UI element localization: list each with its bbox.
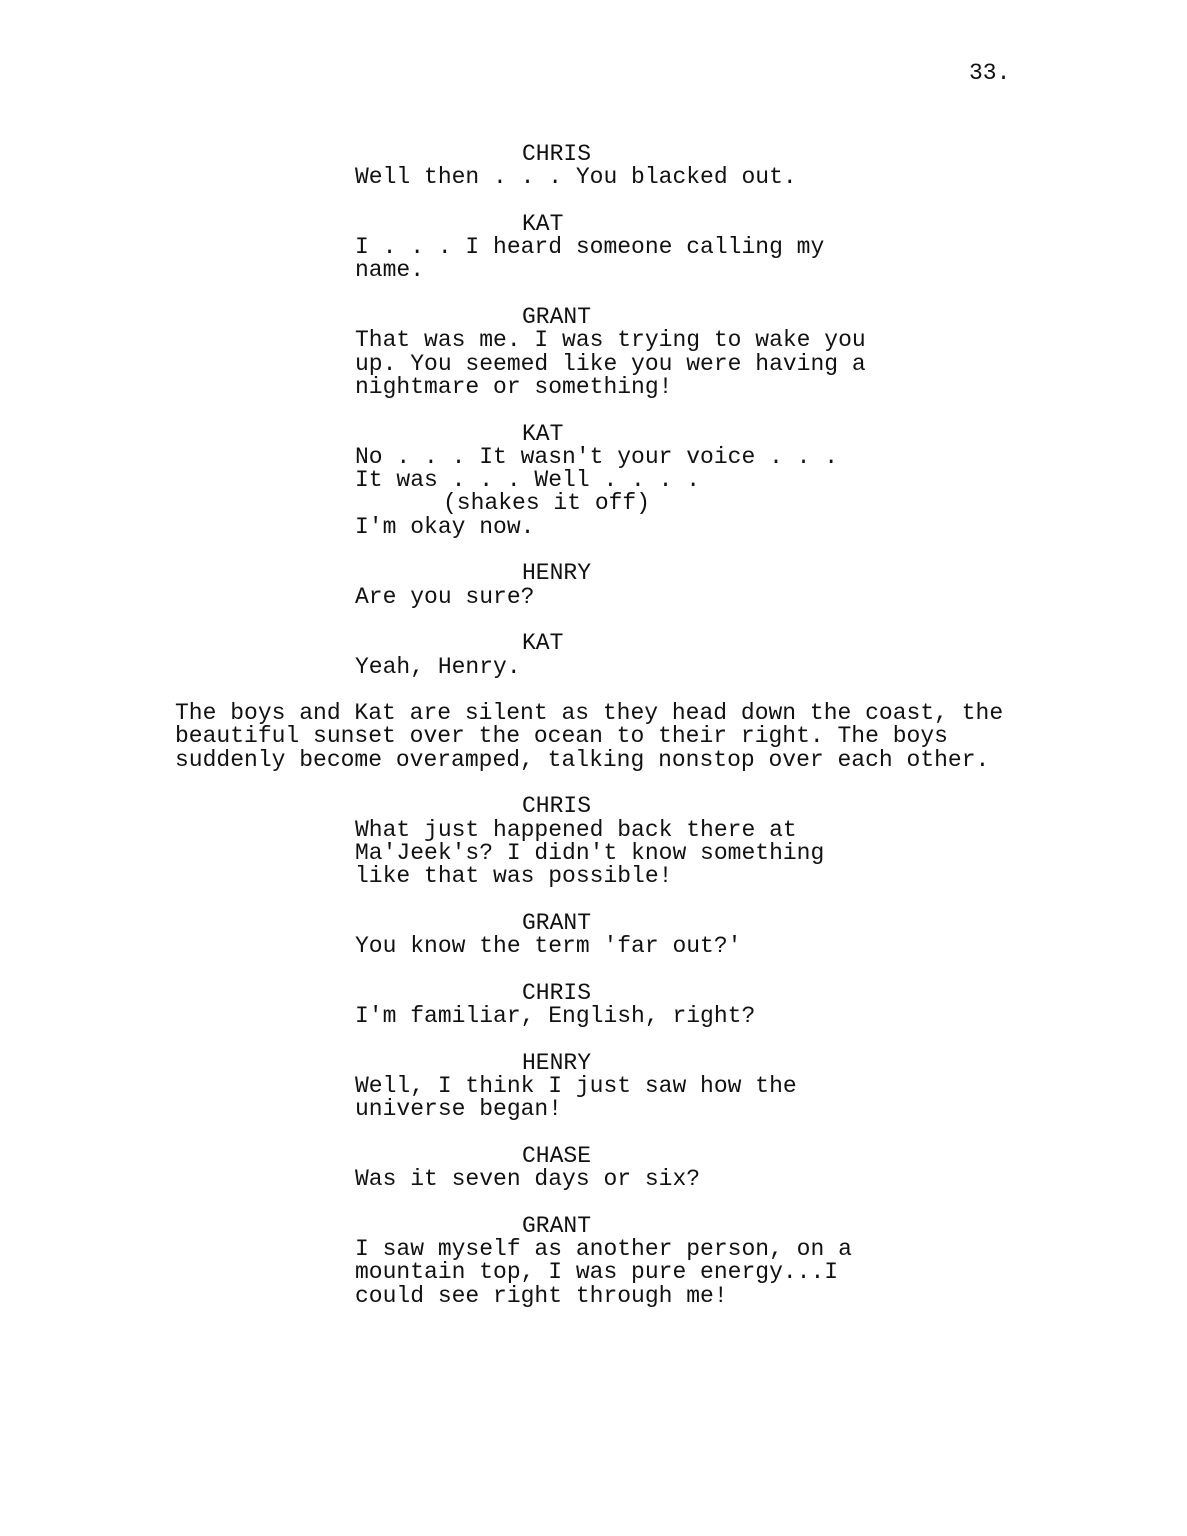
dialogue-line: Was it seven days or six? — [355, 1166, 701, 1193]
dialogue-line: I . . . I heard someone calling my — [355, 234, 825, 261]
dialogue-line: It was . . . Well . . . . — [355, 467, 701, 494]
character-name: CHRIS — [522, 793, 592, 820]
screenplay-body — [0, 143, 1187, 1308]
character-name: CHRIS — [522, 141, 592, 167]
dialogue-line: I'm familiar, English, right? — [355, 1002, 756, 1029]
dialogue-line: nightmare or something! — [355, 373, 673, 400]
dialogue-line: Well then . . . You blacked out. — [355, 164, 797, 191]
dialogue-block — [0, 909, 1187, 960]
dialogue-line: I'm okay now. — [355, 513, 535, 540]
dialogue-block — [0, 1142, 1187, 1193]
dialogue-line: No . . . It wasn't your voice . . . — [355, 443, 839, 470]
dialogue-block — [0, 1049, 1187, 1123]
parenthetical-line: (shakes it off) — [443, 490, 651, 517]
dialogue-line: Are you sure? — [355, 583, 535, 610]
dialogue-block — [0, 1212, 1187, 1309]
dialogue-line: mountain top, I was pure energy...I — [355, 1259, 839, 1286]
action-block — [0, 702, 1187, 772]
dialogue-block — [0, 143, 1187, 190]
character-name: HENRY — [522, 560, 592, 587]
page-number: 33. — [969, 60, 1011, 86]
character-name: GRANT — [522, 304, 592, 331]
character-name: HENRY — [522, 1049, 592, 1076]
character-name: KAT — [522, 630, 564, 657]
character-name: CHASE — [522, 1142, 592, 1169]
dialogue-line: like that was possible! — [355, 863, 673, 890]
action-line: beautiful sunset over the ocean to their right. The boys — [175, 723, 948, 750]
character-name: KAT — [522, 210, 564, 237]
dialogue-line: up. You seemed like you were having a — [355, 350, 866, 377]
dialogue-line: Well, I think I just saw how the — [355, 1072, 797, 1099]
character-name: GRANT — [522, 909, 592, 936]
dialogue-line: You know the term 'far out?' — [355, 933, 742, 960]
dialogue-block — [0, 795, 1187, 888]
dialogue-block — [0, 210, 1187, 284]
dialogue-line: That was me. I was trying to wake you — [355, 327, 866, 354]
dialogue-block — [0, 562, 1187, 609]
action-line: The boys and Kat are silent as they head down the coast, the — [175, 700, 1004, 727]
dialogue-line: Yeah, Henry. — [355, 653, 521, 680]
dialogue-line: name. — [355, 257, 425, 284]
dialogue-block — [0, 979, 1187, 1029]
dialogue-line: I saw myself as another person, on a — [355, 1235, 852, 1262]
character-name: KAT — [522, 420, 564, 447]
dialogue-block — [0, 306, 1187, 399]
dialogue-line: Ma'Jeek's? I didn't know something — [355, 839, 825, 866]
character-name: GRANT — [522, 1212, 592, 1239]
dialogue-block — [0, 420, 1187, 540]
dialogue-line: could see right through me! — [355, 1282, 728, 1309]
dialogue-line: What just happened back there at — [355, 816, 797, 843]
dialogue-block — [0, 632, 1187, 679]
character-name: CHRIS — [522, 979, 592, 1006]
action-line: suddenly become overamped, talking nonstop over each other. — [175, 746, 990, 773]
dialogue-line: universe began! — [355, 1096, 563, 1123]
